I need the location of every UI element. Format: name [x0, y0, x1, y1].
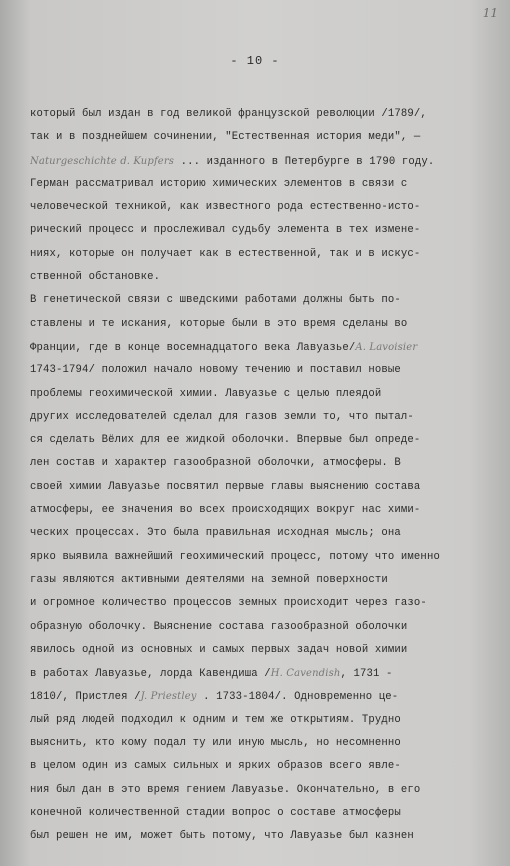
line-text: в целом один из самых сильных и ярких образов всего явле-	[30, 760, 401, 773]
typewritten-body	[30, 103, 492, 849]
line-text: 1810/, Пристлея /	[30, 691, 141, 704]
text-line	[30, 383, 492, 406]
line-text: ственной обстановке.	[30, 271, 161, 284]
line-text: так и в позднейшем сочинении, "Естественная история меди", —	[30, 131, 421, 144]
text-line	[30, 639, 492, 662]
text-line	[30, 616, 492, 639]
text-line	[30, 732, 492, 755]
line-text: проблемы геохимической химии. Лавуазье с целью плеядой	[30, 387, 382, 400]
text-line	[30, 825, 492, 848]
text-line	[30, 499, 492, 522]
handwritten-insertion: H. Cavendish	[270, 668, 341, 680]
text-line	[30, 103, 492, 126]
line-text: ниях, которые он получает как в естественной, так и в искус-	[30, 247, 421, 260]
text-line	[30, 289, 492, 312]
line-text: человеческой техникой, как известного рода естественно-исто-	[30, 201, 421, 214]
line-text: других исследователей сделал для газов земли то, что пытал-	[30, 410, 414, 423]
text-line	[30, 522, 492, 545]
line-text: и огромное количество процессов земных происходит через газо-	[30, 597, 427, 610]
line-text: лый ряд людей подходил к одним и тем же открытиям. Трудно	[30, 713, 401, 726]
line-text: своей химии Лавуазье посвятил первые главы выяснению состава	[30, 480, 421, 493]
text-line	[30, 266, 492, 289]
archive-page-number: 11	[482, 6, 498, 20]
line-text: газы являются активными деятелями на земной поверхности	[30, 573, 388, 586]
text-line	[30, 476, 492, 499]
line-text: Герман рассматривал историю химических элементов в связи с	[30, 177, 408, 190]
line-text: 1743-1794/ положил начало новому течению и поставил новые	[30, 364, 401, 377]
line-text: явилось одной из основных и самых первых задач новой химии	[30, 643, 408, 656]
line-text: который был издан в год великой французской революции /1789/,	[30, 108, 427, 120]
text-line	[30, 755, 492, 778]
line-text: в работах Лавуазье, лорда Кавендиша /	[30, 668, 271, 681]
line-text: образную оболочку. Выяснение состава газообразной оболочки	[30, 620, 408, 633]
handwritten-insertion: Naturgeschichte d. Kupfers	[30, 155, 175, 167]
text-line	[30, 150, 492, 173]
text-line	[30, 219, 492, 242]
text-line	[30, 802, 492, 825]
line-text: был решен не им, может быть потому, что Лавуазье был казнен	[30, 830, 414, 843]
line-text: ния был дан в это время гением Лавуазье. Окончательно, в его	[30, 783, 421, 796]
text-line	[30, 243, 492, 266]
text-line	[30, 406, 492, 429]
text-line	[30, 592, 492, 615]
text-line	[30, 546, 492, 569]
handwritten-insertion: A. Lavoisier	[355, 341, 418, 353]
text-line	[30, 173, 492, 196]
text-line	[30, 662, 492, 685]
text-line	[30, 779, 492, 802]
line-text: рический процесс и прослеживал судьбу элемента в тех измене-	[30, 224, 421, 237]
line-text: . 1733-1804/. Одновременно це-	[196, 691, 399, 704]
line-text: ческих процессах. Это была правильная исходная мысль; она	[30, 527, 401, 540]
page-number: - 10 -	[230, 54, 280, 68]
line-text: выяснить, кто кому подал ту или иную мысль, но несомненно	[30, 737, 401, 750]
text-line	[30, 429, 492, 452]
text-line	[30, 709, 492, 732]
line-text: ся сделать Вёлих для ее жидкой оболочки. Впервые был опреде-	[30, 434, 421, 447]
text-line	[30, 336, 492, 359]
line-text: ярко выявила важнейший геохимический процесс, потому что именно	[30, 550, 440, 563]
line-text: атмосферы, ее значения во всех происходящих вокруг нас хими-	[30, 504, 421, 517]
text-line	[30, 126, 492, 149]
text-line	[30, 359, 492, 382]
line-text: лен состав и характер газообразной оболочки, атмосферы. В	[30, 457, 401, 470]
line-text: Франции, где в конце восемнадцатого века Лавуазье/	[30, 341, 356, 354]
handwritten-insertion: J. Priestley	[140, 691, 197, 703]
text-line	[30, 569, 492, 592]
line-text: ставлены и те искания, которые были в это время сделаны во	[30, 317, 408, 330]
text-line	[30, 196, 492, 219]
text-line	[30, 685, 492, 708]
text-line	[30, 452, 492, 475]
line-text: В генетической связи с шведскими работами должны быть по-	[30, 294, 401, 307]
line-text: , 1731 -	[340, 668, 393, 681]
line-text: ... изданного в Петербурге в 1790 году.	[174, 155, 435, 168]
text-line	[30, 313, 492, 336]
line-text: конечной количественной стадии вопрос о составе атмосферы	[30, 806, 401, 819]
